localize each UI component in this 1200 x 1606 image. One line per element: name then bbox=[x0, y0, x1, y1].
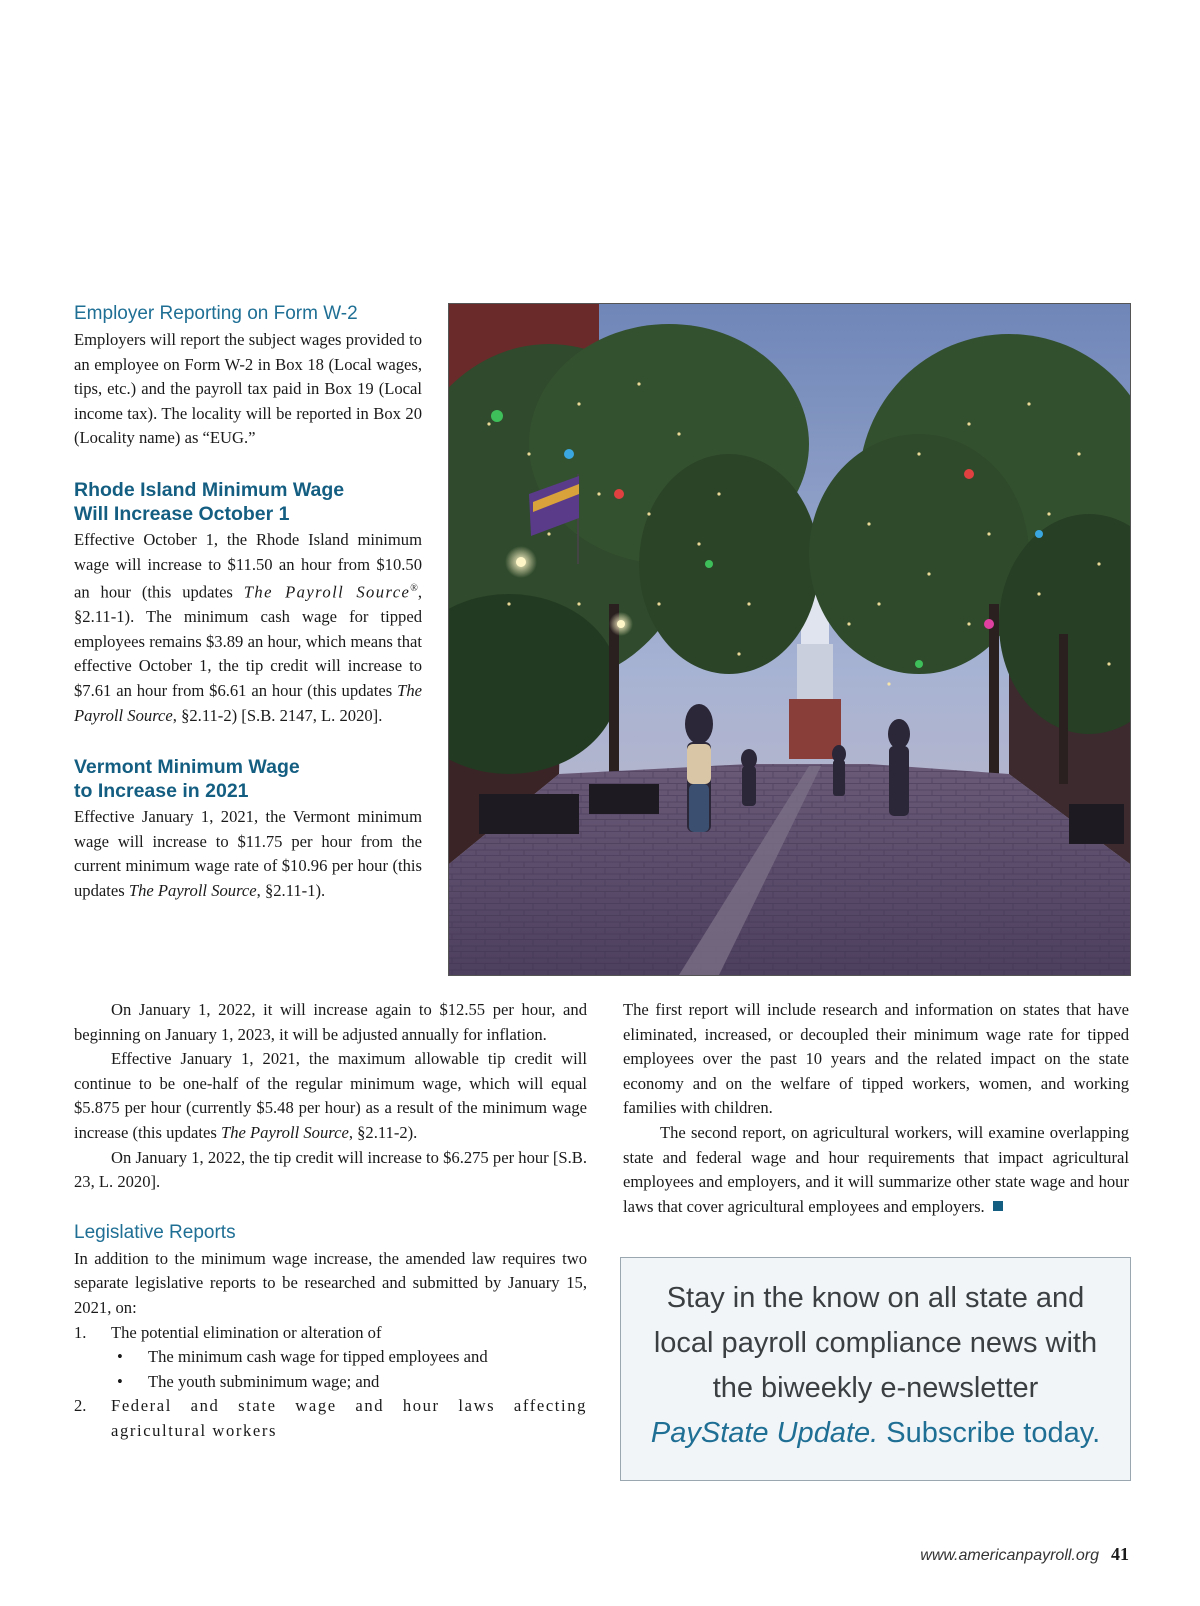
right-paragraph-1: The first report will include research and information on states that have eliminated, increased, or decoupled their minimum wage rate for tipped employees over the past 10 years and the related impact on the state economy and on the welfare of tipped workers, women, and working families with children. bbox=[623, 1000, 1129, 1118]
vermont-heading bbox=[74, 755, 422, 803]
vermont-paragraph-2: On January 1, 2022, it will increase again to $12.55 per hour, and beginning on January 1, 2023, it will be adjusted annually for inflation. bbox=[74, 1000, 587, 1044]
payroll-source-ref: The Payroll Source bbox=[74, 681, 422, 725]
callout-line-3: the biweekly e-newsletter bbox=[712, 1372, 1039, 1404]
bullet-icon: • bbox=[117, 1347, 123, 1367]
list-item-text: Federal and state wage and hour laws affecting agricultural workers bbox=[111, 1396, 587, 1440]
page-number: 41 bbox=[1111, 1544, 1129, 1564]
newsletter-name: PayState Update. bbox=[650, 1417, 879, 1449]
subscribe-link[interactable]: Subscribe today. bbox=[878, 1417, 1101, 1449]
evening-pedestrian-street-image bbox=[449, 304, 1130, 975]
right-paragraph-2-text: The second report, on agricultural workers, will examine overlapping state and federal wage and hour requirements that impact agricultural employees and employers, and it will summarize other state wage and hour laws that cover agricultural employees and employers. bbox=[623, 1122, 1129, 1216]
footer-url[interactable]: www.americanpayroll.org bbox=[920, 1547, 1099, 1564]
payroll-source-ref: The Payroll Source bbox=[128, 881, 257, 901]
vermont-p3-text-b: , §2.11-2). bbox=[348, 1122, 418, 1142]
w2-body: Employers will report the subject wages provided to an employee on Form W-2 in Box 18 (Local wages, tips, etc.) and the payroll tax paid in Box 19 (Local income tax). The locality will be reported in Box 20 (Locality name) as “EUG.” bbox=[74, 330, 422, 448]
payroll-source-ref: The Payroll Source bbox=[243, 582, 411, 602]
rhode-paragraph bbox=[74, 528, 422, 728]
vermont-heading-line2: to Increase in 2021 bbox=[74, 780, 249, 803]
vermont-paragraph-4: On January 1, 2022, the tip credit will increase to $6.275 per hour [S.B. 23, L. 2020]. bbox=[74, 1147, 587, 1192]
vermont-paragraph-1 bbox=[74, 805, 422, 903]
right-paragraph-2 bbox=[623, 1121, 1129, 1219]
end-of-article-icon bbox=[993, 1201, 1003, 1211]
list-item-text: The potential elimination or alteration of bbox=[111, 1322, 382, 1342]
newsletter-callout[interactable] bbox=[620, 1257, 1131, 1481]
rhode-text-a: Effective October 1, the Rhode Island minimum wage will increase to $11.50 an hour from $10.50 an hour (this updates bbox=[74, 529, 422, 602]
sub-list-item bbox=[74, 1370, 587, 1395]
callout-line-1: Stay in the know on all state and bbox=[666, 1282, 1085, 1314]
list-item bbox=[74, 1321, 587, 1346]
legislative-heading: Legislative Reports bbox=[74, 1221, 236, 1243]
left-column bbox=[74, 302, 422, 904]
vermont-text-a: Effective January 1, 2021, the Vermont minimum wage will increase to $11.75 per hour from the current minimum wage rate of $10.96 per hour (this updates bbox=[74, 807, 422, 901]
vermont-p3-text-a: Effective January 1, 2021, the maximum allowable tip credit will continue to be one-half of the regular minimum wage, which will equal $5.875 per hour (currently $5.48 per hour) as a result of the minimum wage increase (this updates bbox=[74, 1049, 587, 1142]
rhode-island-heading bbox=[74, 478, 422, 526]
vermont-text-b: , §2.11-1). bbox=[256, 881, 326, 901]
legislative-intro: In addition to the minimum wage increase, the amended law requires two separate legislative reports to be researched and submitted by January 15, 2021, on: bbox=[74, 1248, 587, 1317]
sub-list-item-text: The minimum cash wage for tipped employees and bbox=[148, 1347, 488, 1367]
bullet-icon: • bbox=[117, 1371, 123, 1391]
page-footer bbox=[920, 1544, 1129, 1565]
vermont-paragraph-3 bbox=[74, 1047, 587, 1145]
right-column bbox=[623, 998, 1129, 1219]
rhode-text-b: , §2.11-1). The minimum cash wage for tipped employees remains $3.89 an hour, which means that effective October 1, the tip credit will increase to $7.61 an hour from $6.61 an hour (this updates bbox=[74, 582, 422, 701]
left-column-lower bbox=[74, 998, 587, 1444]
sub-list-item-text: The youth subminimum wage; and bbox=[148, 1371, 380, 1391]
list-number: 1. bbox=[74, 1322, 87, 1342]
callout-line-4 bbox=[621, 1411, 1130, 1456]
sub-list-item bbox=[74, 1345, 587, 1370]
w2-heading: Employer Reporting on Form W-2 bbox=[74, 303, 358, 324]
list-item bbox=[74, 1394, 587, 1443]
callout-line-2: local payroll compliance news with bbox=[653, 1327, 1098, 1359]
vermont-heading-line1: Vermont Minimum Wage bbox=[74, 756, 300, 779]
callout-text bbox=[621, 1258, 1130, 1456]
street-photo bbox=[448, 303, 1131, 976]
list-number: 2. bbox=[74, 1396, 87, 1416]
registered-mark: ® bbox=[410, 583, 418, 595]
rhode-heading-line1: Rhode Island Minimum Wage bbox=[74, 478, 345, 501]
rhode-text-c: , §2.11-2) [S.B. 2147, L. 2020]. bbox=[172, 705, 383, 725]
rhode-heading-line2: Will Increase October 1 bbox=[74, 502, 290, 525]
payroll-source-ref: The Payroll Source bbox=[221, 1122, 349, 1142]
